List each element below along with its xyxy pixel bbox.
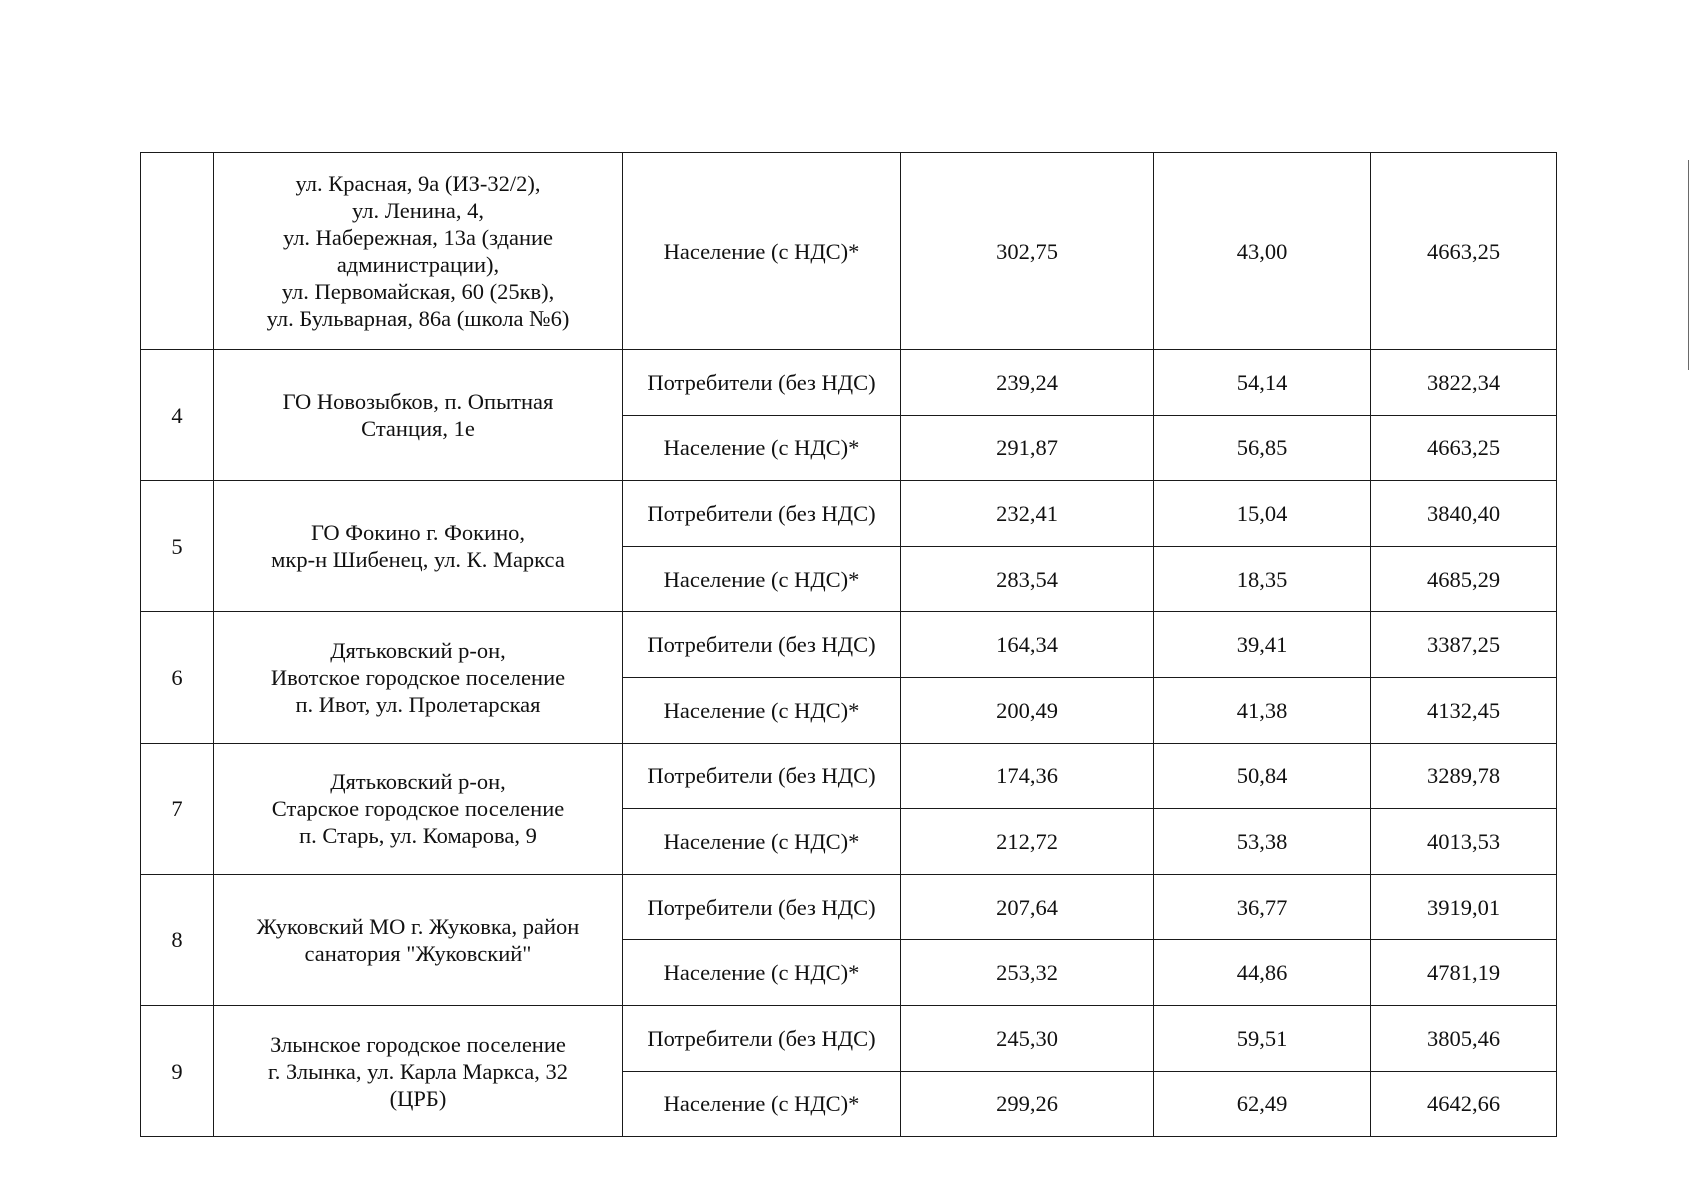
- value-cell-2: 44,86: [1154, 940, 1371, 1006]
- table-row: [141, 874, 1557, 940]
- value-cell-3: 4663,25: [1371, 415, 1557, 481]
- value-cell-3: 4642,66: [1371, 1071, 1557, 1137]
- value-cell-3: 4781,19: [1371, 940, 1557, 1006]
- address-line: Ивотское городское поселение: [270, 664, 566, 690]
- row-number-cell: 9: [141, 1005, 214, 1136]
- value-cell-3: 3919,01: [1371, 874, 1557, 940]
- row-number-cell: [141, 153, 214, 350]
- value-cell-1: 302,75: [901, 153, 1154, 350]
- value-cell-3: 3840,40: [1371, 481, 1557, 547]
- value-cell-2: 41,38: [1154, 677, 1371, 743]
- value-cell-2: 56,85: [1154, 415, 1371, 481]
- consumer-category-cell: Население (с НДС)*: [623, 415, 901, 481]
- address-cell: [214, 1005, 623, 1136]
- value-cell-1: 200,49: [901, 677, 1154, 743]
- consumer-category-cell: Потребители (без НДС): [623, 350, 901, 416]
- row-number-cell: 7: [141, 743, 214, 874]
- address-line: Старское городское поселение: [271, 796, 565, 822]
- consumer-category-cell: Население (с НДС)*: [623, 1071, 901, 1137]
- tariff-table-body: [141, 153, 1557, 1137]
- value-cell-1: 212,72: [901, 809, 1154, 875]
- address-line: Дятьковский р-он,: [330, 637, 506, 663]
- address-line: г. Злынка, ул. Карла Маркса, 32: [268, 1058, 568, 1084]
- address-cell: [214, 874, 623, 1005]
- address-line: ул. Бульварная, 86а (школа №6): [266, 306, 570, 331]
- table-row: [141, 612, 1557, 678]
- value-cell-2: 50,84: [1154, 743, 1371, 809]
- address-line: ул. Ленина, 4,: [351, 198, 485, 223]
- consumer-category-cell: Потребители (без НДС): [623, 481, 901, 547]
- address-line: ГО Новозыбков, п. Опытная: [282, 389, 554, 415]
- value-cell-3: 4132,45: [1371, 677, 1557, 743]
- value-cell-3: 3805,46: [1371, 1005, 1557, 1071]
- value-cell-1: 299,26: [901, 1071, 1154, 1137]
- table-row: [141, 1005, 1557, 1071]
- table-row: [141, 153, 1557, 350]
- value-cell-1: 174,36: [901, 743, 1154, 809]
- consumer-category-cell: Население (с НДС)*: [623, 940, 901, 1006]
- address-line: ул. Первомайская, 60 (25кв),: [281, 279, 555, 304]
- value-cell-3: 4663,25: [1371, 153, 1557, 350]
- consumer-category-cell: Потребители (без НДС): [623, 743, 901, 809]
- address-line: Жуковский МО г. Жуковка, район: [256, 913, 580, 939]
- value-cell-2: 62,49: [1154, 1071, 1371, 1137]
- consumer-category-cell: Население (с НДС)*: [623, 677, 901, 743]
- address-line: ГО Фокино г. Фокино,: [310, 520, 526, 546]
- value-cell-3: 3289,78: [1371, 743, 1557, 809]
- consumer-category-cell: Население (с НДС)*: [623, 809, 901, 875]
- value-cell-2: 39,41: [1154, 612, 1371, 678]
- row-number-cell: 5: [141, 481, 214, 612]
- address-cell: [214, 612, 623, 743]
- value-cell-1: 232,41: [901, 481, 1154, 547]
- value-cell-1: 283,54: [901, 546, 1154, 612]
- table-row: [141, 743, 1557, 809]
- row-number-cell: 6: [141, 612, 214, 743]
- address-cell: [214, 743, 623, 874]
- value-cell-1: 291,87: [901, 415, 1154, 481]
- consumer-category-cell: Потребители (без НДС): [623, 612, 901, 678]
- address-line: п. Старь, ул. Комарова, 9: [299, 823, 537, 849]
- consumer-category-cell: Население (с НДС)*: [623, 153, 901, 350]
- address-cell: [214, 350, 623, 481]
- value-cell-3: 4013,53: [1371, 809, 1557, 875]
- value-cell-2: 18,35: [1154, 546, 1371, 612]
- value-cell-1: 239,24: [901, 350, 1154, 416]
- address-line: санатория "Жуковский": [304, 940, 532, 966]
- value-cell-2: 53,38: [1154, 809, 1371, 875]
- address-line: ул. Красная, 9а (ИЗ-32/2),: [295, 171, 541, 196]
- value-cell-2: 59,51: [1154, 1005, 1371, 1071]
- value-cell-3: 3387,25: [1371, 612, 1557, 678]
- address-line: ул. Набережная, 13а (здание: [282, 225, 554, 250]
- table-row: [141, 481, 1557, 547]
- table-row: [141, 350, 1557, 416]
- address-line: п. Ивот, ул. Пролетарская: [295, 691, 541, 717]
- address-line: мкр-н Шибенец, ул. К. Маркса: [271, 547, 565, 573]
- value-cell-1: 164,34: [901, 612, 1154, 678]
- address-line: Злынское городское поселение: [270, 1031, 566, 1057]
- tariff-table: [140, 152, 1557, 1137]
- address-line: администрации),: [336, 252, 500, 277]
- value-cell-1: 207,64: [901, 874, 1154, 940]
- value-cell-1: 245,30: [901, 1005, 1154, 1071]
- value-cell-3: 3822,34: [1371, 350, 1557, 416]
- address-cell: [214, 481, 623, 612]
- address-line: Станция, 1е: [361, 416, 475, 442]
- row-number-cell: 8: [141, 874, 214, 1005]
- consumer-category-cell: Потребители (без НДС): [623, 1005, 901, 1071]
- value-cell-1: 253,32: [901, 940, 1154, 1006]
- address-line: Дятьковский р-он,: [330, 769, 506, 795]
- row-number-cell: 4: [141, 350, 214, 481]
- value-cell-3: 4685,29: [1371, 546, 1557, 612]
- value-cell-2: 54,14: [1154, 350, 1371, 416]
- value-cell-2: 15,04: [1154, 481, 1371, 547]
- address-cell: [214, 153, 623, 350]
- address-line: (ЦРБ): [389, 1085, 447, 1111]
- scan-edge-line: [1688, 160, 1689, 370]
- consumer-category-cell: Потребители (без НДС): [623, 874, 901, 940]
- value-cell-2: 43,00: [1154, 153, 1371, 350]
- consumer-category-cell: Население (с НДС)*: [623, 546, 901, 612]
- value-cell-2: 36,77: [1154, 874, 1371, 940]
